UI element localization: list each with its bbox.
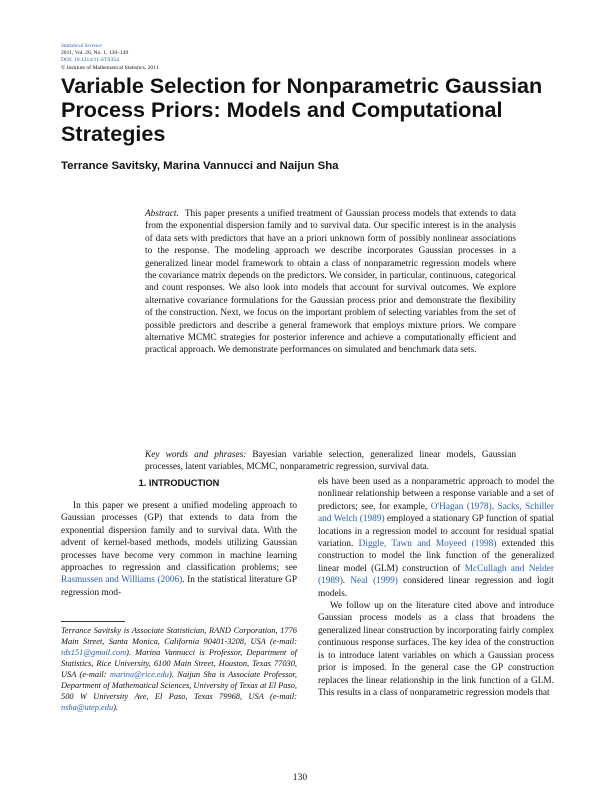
email-vannucci[interactable]: marina@rice.edu xyxy=(109,670,169,679)
email-sha[interactable]: nsha@utep.edu xyxy=(61,703,114,712)
journal-name: Statistical Science xyxy=(61,43,102,49)
citation-ohagan[interactable]: O'Hagan (1978) xyxy=(430,501,492,512)
abstract xyxy=(145,208,516,357)
citation-rasmussen-year[interactable]: (2006) xyxy=(157,575,183,586)
right-column xyxy=(318,476,554,699)
footnote-text: ). xyxy=(113,703,119,712)
email-savitsky[interactable]: tds151@gmail.com xyxy=(61,648,127,657)
footnote-text: Terrance Savitsky is Associate Statistician, RAND Corporation, 1776 Main Street, Santa Monica, California 90401-3208, USA (e-mail: xyxy=(61,626,297,646)
intro-text: In this paper we present a unified modeling approach to Gaussian processes (GP) that extends to data from the exponential dispersion family and to survival data. With the advent of kernel-based methods, models utilizing Gaussian processes have become very common in machine learning approaches to regression and classification problems; see xyxy=(61,501,297,574)
text-segment: considered linear regression and logit models. xyxy=(318,576,554,599)
citation-neal[interactable]: Neal (1999) xyxy=(350,576,398,587)
doi-link[interactable]: DOI: 10.1214/11-STS354 xyxy=(61,57,119,64)
citation-sacks[interactable]: Sacks, Schiller and Welch (1989) xyxy=(318,501,555,525)
abstract-text: This paper presents a unified treatment of Gaussian process models that extends to data from the exponential dispersion family and to survival data. Our specific interest is in the analysis of data sets with predictors that have an a priori unknown form of possibly nonlinear associations to the response. The modeling approach we describe incorporates Gaussian processes in a generalized linear model framework to obtain a class of nonparametric regression models where the covariance matrix depends on the predictors. We consider, in particular, continuous, categorical and count responses. We also look into models that account for survival outcomes. We explore alternative covariance formulations for the Gaussian process prior and demonstrate the flexibility of the construction. Next, we focus on the important problem of selecting variables from the set of possible predictors and describe a general framework that employs mixture priors. We compare alternative MCMC strategies for posterior inference and achieve a computationally efficient and practical approach. We demonstrate performances on simulated and benchmark data sets. xyxy=(145,209,516,356)
paper-title: Variable Selection for Nonparametric Gaussian Process Priors: Models and Computational Strategies xyxy=(61,73,543,146)
right-paragraph-1 xyxy=(318,476,554,600)
text-segment: employed a stationary GP function of spatial locations in a regression model to account for residual spatial variation. xyxy=(318,514,554,550)
page-number: 130 xyxy=(292,772,308,783)
keywords xyxy=(145,449,516,474)
paper-authors: Terrance Savitsky, Marina Vannucci and Naijun Sha xyxy=(61,160,339,172)
intro-text-end: . In the statistical literature GP regression mod- xyxy=(61,575,297,598)
citation-mccullagh[interactable]: McCullagh and Nelder (1989) xyxy=(318,563,554,587)
citation-diggle[interactable]: Diggle, Tawn and Moyeed (1998) xyxy=(358,539,497,550)
keywords-label: Key words and phrases: xyxy=(145,450,247,460)
copyright: © Institute of Mathematical Statistics, 2011 xyxy=(61,64,159,71)
text-segment: els have been used as a nonparametric approach to model the nonlinear relationship between a response variable and a set of predictors; see, for example, xyxy=(318,477,554,512)
footnote-text: ). Marina Vannucci is Professor, Department of Statistics, Rice University, 6100 Main Street, Houston, Texas 77030, USA (e-mail: xyxy=(61,648,297,679)
author-footnote xyxy=(61,625,297,713)
intro-paragraph-left xyxy=(61,500,297,599)
journal-header xyxy=(61,43,159,72)
footnote-text: ). Naijun Sha is Associate Professor, Department of Mathematical Sciences, University of Texas at El Paso, 500 W University Ave, El Paso, Texas 79968, USA (e-mail: xyxy=(61,670,297,701)
text-segment: extended this construction to model the link function of the generalized linear model (GLM) construction of xyxy=(318,539,554,574)
text-segment: . xyxy=(342,576,346,587)
citation-rasmussen[interactable]: Rasmussen and Williams xyxy=(61,575,155,586)
volume-info: 2011, Vol. 26, No. 1, 130–149 xyxy=(61,50,129,57)
right-paragraph-2: We follow up on the literature cited above and introduce Gaussian process models as a class that broadens the generalized linear construction by incorporating fairly complex continuous response surfaces. The key idea of the construction is to introduce latent variables on which a Gaussian process prior is imposed. In the general case the GP construction replaces the linear relationship in the link function of a GLM. This results in a class of nonparametric regression models that xyxy=(318,601,554,698)
abstract-label: Abstract. xyxy=(145,209,179,219)
section-heading-introduction: 1. INTRODUCTION xyxy=(138,478,220,488)
text-segment: . xyxy=(491,501,495,512)
keywords-text: Bayesian variable selection, generalized linear models, Gaussian processes, latent variables, MCMC, nonparametric regression, survival data. xyxy=(145,450,516,473)
footnote-divider xyxy=(61,621,125,622)
